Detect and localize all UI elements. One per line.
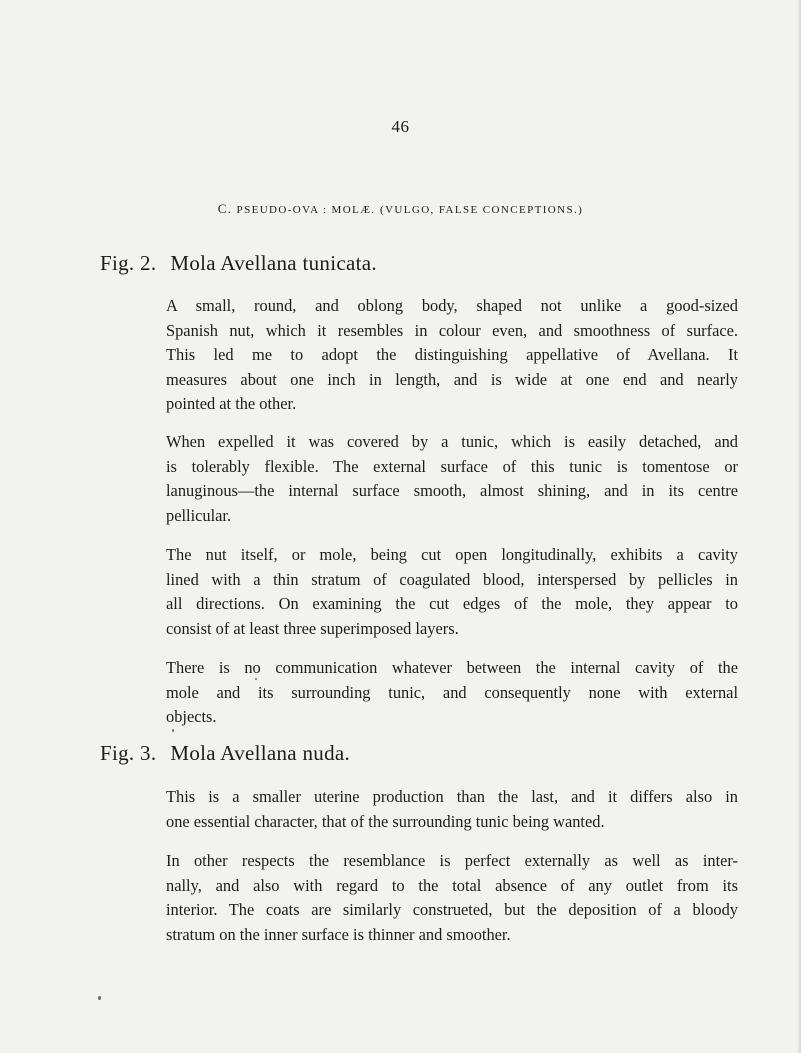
print-speck — [98, 996, 101, 1000]
text-line: objects. — [166, 707, 217, 726]
text-line: pointed at the other. — [166, 394, 297, 413]
paragraph — [166, 430, 738, 528]
figure-3-heading — [100, 741, 350, 766]
text-line: This is a smaller uterine production than the last, and it differs also in — [166, 787, 738, 806]
text-line: This led me to adopt the distinguishing appellative of Avellana. It — [166, 345, 738, 364]
text-line: pellicular. — [166, 505, 232, 525]
text-line: There is no communication whatever between the internal cavity of the — [166, 658, 738, 677]
figure-number: Fig. 3. — [100, 741, 157, 765]
figure-number: Fig. 2. — [100, 251, 157, 275]
text-line: A small, round, and oblong body, shaped not unlike a good-sized — [166, 296, 738, 315]
section-heading — [0, 201, 801, 217]
text-line: is tolerably flexible. The external surface of this tunic is tomentose or — [166, 456, 738, 476]
paragraph — [166, 543, 738, 641]
section-letter: C. — [217, 201, 233, 216]
text-line: When expelled it was covered by a tunic, which is easily detached, and — [166, 432, 738, 451]
print-speck — [172, 729, 174, 732]
page-number: 46 — [391, 117, 410, 136]
paragraph — [166, 656, 738, 730]
text-line: In other respects the resemblance is perfect externally as well as inter- — [166, 851, 738, 870]
text-line: measures about one inch in length, and is wide at one end and nearly — [166, 369, 738, 389]
text-line: lanuginous—the internal surface smooth, almost shining, and in its centre — [166, 481, 738, 500]
figure-2-heading — [100, 251, 377, 276]
paragraph — [166, 849, 738, 947]
figure-title: Mola Avellana tunicata. — [170, 251, 377, 275]
section-subtitle: (VULGO, FALSE CONCEPTIONS.) — [380, 204, 584, 216]
text-line: Spanish nut, which it resembles in colour even, and smoothness of surface. — [166, 320, 738, 340]
paragraph — [166, 785, 738, 834]
text-line: mole and its surrounding tunic, and consequently none with external — [166, 682, 738, 702]
text-line: The nut itself, or mole, being cut open longitudinally, exhibits a cavity — [166, 545, 738, 564]
text-line: lined with a thin stratum of coagulated blood, interspersed by pellicles in — [166, 569, 738, 589]
figure-title: Mola Avellana nuda. — [170, 741, 351, 765]
print-speck — [255, 678, 257, 680]
section-title: PSEUDO-OVA : MOLÆ. — [236, 204, 376, 216]
paragraph — [166, 294, 738, 417]
text-line: all directions. On examining the cut edges of the mole, they appear to — [166, 594, 738, 613]
text-line: consist of at least three superimposed layers. — [166, 618, 459, 638]
text-line: stratum on the inner surface is thinner and smoother. — [166, 924, 511, 944]
text-line: one essential character, that of the surrounding tunic being wanted. — [166, 811, 605, 831]
text-line: interior. The coats are similarly construeted, but the deposition of a bloody — [166, 900, 738, 919]
text-line: nally, and also with regard to the total absence of any outlet from its — [166, 875, 738, 895]
